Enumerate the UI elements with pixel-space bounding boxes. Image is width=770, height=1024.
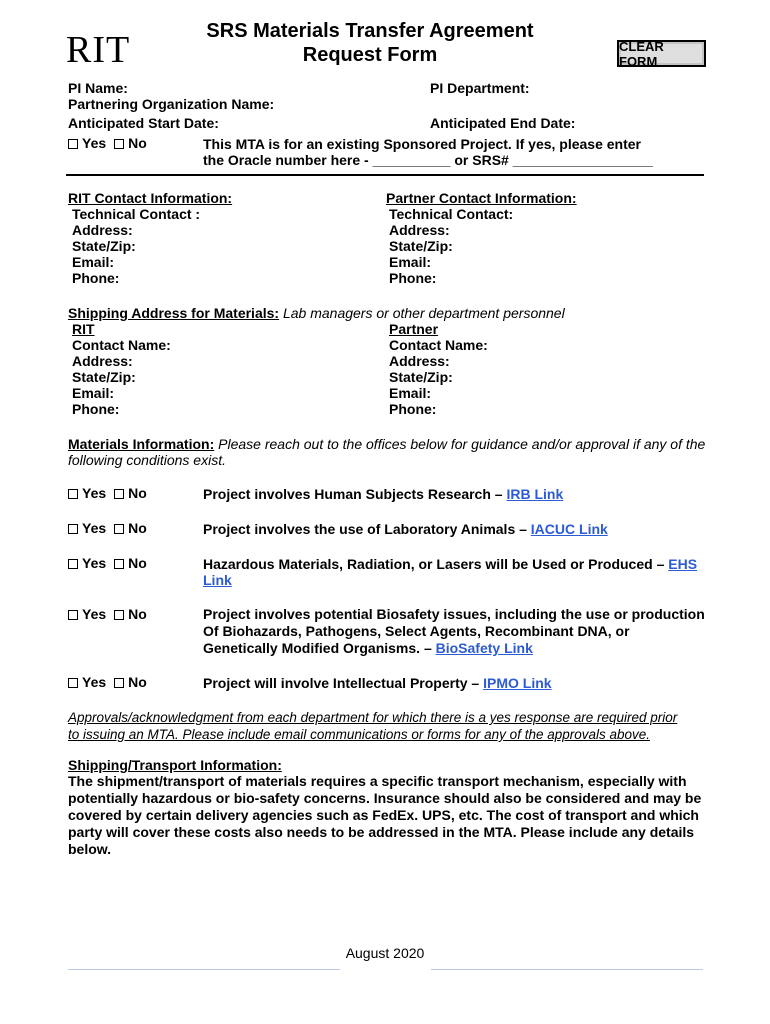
yes-label: Yes — [82, 606, 107, 622]
section-divider — [66, 174, 704, 176]
footer-line-right — [431, 969, 703, 970]
shipping-partner-label: Partner — [389, 321, 439, 337]
irb-yes-checkbox[interactable] — [68, 489, 78, 499]
partner-org-label: Partnering Organization Name: — [68, 96, 275, 112]
shipping-address-heading — [68, 305, 565, 321]
shipping-rit-phone-label: Phone: — [72, 401, 120, 417]
form-title — [180, 19, 560, 67]
iacuc-link[interactable]: IACUC Link — [530, 521, 608, 537]
pi-name-label: PI Name: — [68, 80, 128, 96]
biosafety-line-2: Of Biohazards, Pathogens, Select Agents, Recombinant DNA, or — [203, 623, 630, 639]
shipping-partner-state-zip-label: State/Zip: — [389, 369, 453, 385]
partner-state-zip-label: State/Zip: — [389, 238, 453, 254]
rit-state-zip-label: State/Zip: — [72, 238, 136, 254]
yes-label: Yes — [82, 674, 107, 690]
biosafety-item — [203, 606, 705, 657]
shipping-partner-address-label: Address: — [389, 353, 450, 369]
shipping-rit-state-zip-label: State/Zip: — [72, 369, 136, 385]
irb-yes-no — [68, 485, 147, 501]
irb-no-checkbox[interactable] — [114, 489, 124, 499]
rit-technical-contact-label: Technical Contact : — [72, 206, 201, 222]
hazardous-materials-item — [203, 556, 697, 588]
intellectual-property-text: Project will involve Intellectual Property – — [203, 675, 484, 691]
shipping-address-note: Lab managers or other department personnel — [279, 305, 565, 321]
approvals-line-2: to issuing an MTA. Please include email communications or forms for any of the approvals above. — [68, 727, 651, 742]
no-checkbox[interactable] — [114, 139, 124, 149]
title-line-2: Request Form — [302, 44, 438, 66]
biosafety-no-checkbox[interactable] — [114, 610, 124, 620]
shipping-partner-phone-label: Phone: — [389, 401, 437, 417]
ehs-yes-checkbox[interactable] — [68, 559, 78, 569]
rit-logo: RIT — [66, 29, 131, 71]
biosafety-yes-no — [68, 606, 147, 622]
start-date-label: Anticipated Start Date: — [68, 115, 219, 131]
materials-note-line-1: Please reach out to the offices below for guidance and/or approval if any of the — [214, 436, 706, 452]
materials-heading — [68, 436, 705, 452]
shipping-address-title: Shipping Address for Materials: — [68, 305, 280, 321]
biosafety-link[interactable]: BioSafety Link — [435, 640, 533, 656]
hazardous-materials-text: Hazardous Materials, Radiation, or Lasers will be Used or Produced – — [203, 556, 669, 572]
iacuc-yes-no — [68, 520, 147, 536]
no-label: No — [128, 485, 147, 501]
no-label: No — [128, 135, 147, 151]
existing-project-yes-no — [68, 135, 147, 151]
approvals-line-1: Approvals/acknowledgment from each department for which there is a yes response are required prior — [68, 710, 678, 725]
partner-email-label: Email: — [389, 254, 432, 270]
materials-note-line-2: following conditions exist. — [68, 452, 226, 468]
materials-title: Materials Information: — [68, 436, 215, 452]
transport-line-2: potentially hazardous or bio-safety concerns. Insurance should also be considered and may be — [68, 790, 702, 806]
biosafety-line-3: Genetically Modified Organisms. – — [203, 640, 436, 656]
transport-line-5: below. — [68, 841, 112, 857]
shipping-rit-contact-name-label: Contact Name: — [72, 337, 171, 353]
yes-label: Yes — [82, 485, 107, 501]
shipping-rit-label: RIT — [72, 321, 95, 337]
footer-date: August 2020 — [345, 945, 425, 961]
partner-phone-label: Phone: — [389, 270, 437, 286]
no-label: No — [128, 520, 147, 536]
ehs-yes-no — [68, 555, 147, 571]
no-label: No — [128, 674, 147, 690]
laboratory-animals-item — [203, 521, 608, 537]
clear-form-button[interactable]: CLEAR FORM — [617, 40, 706, 67]
end-date-label: Anticipated End Date: — [430, 115, 576, 131]
iacuc-no-checkbox[interactable] — [114, 524, 124, 534]
yes-label: Yes — [82, 135, 107, 151]
existing-project-text — [203, 136, 653, 168]
biosafety-yes-checkbox[interactable] — [68, 610, 78, 620]
yes-checkbox[interactable] — [68, 139, 78, 149]
shipping-partner-email-label: Email: — [389, 385, 432, 401]
shipping-rit-address-label: Address: — [72, 353, 133, 369]
existing-project-line-2: the Oracle number here - __________ or SRS# __________________ — [203, 152, 653, 168]
footer-line-left — [68, 969, 340, 970]
ipmo-no-checkbox[interactable] — [114, 678, 124, 688]
human-subjects-item — [203, 486, 563, 502]
shipping-rit-fields — [72, 337, 171, 417]
intellectual-property-item — [203, 675, 552, 691]
rit-phone-label: Phone: — [72, 270, 120, 286]
irb-link[interactable]: IRB Link — [506, 486, 564, 502]
human-subjects-text: Project involves Human Subjects Research – — [203, 486, 507, 502]
ipmo-yes-no — [68, 674, 147, 690]
transport-body — [68, 773, 701, 858]
pi-department-label: PI Department: — [430, 80, 530, 96]
transport-line-4: party will cover these costs also needs to be addressed in the MTA. Please include any details — [68, 824, 695, 840]
ehs-link[interactable]: EHS — [668, 556, 698, 572]
partner-contact-fields — [389, 206, 513, 286]
no-label: No — [128, 555, 147, 571]
iacuc-yes-checkbox[interactable] — [68, 524, 78, 534]
yes-label: Yes — [82, 555, 107, 571]
ehs-no-checkbox[interactable] — [114, 559, 124, 569]
rit-email-label: Email: — [72, 254, 115, 270]
transport-line-1: The shipment/transport of materials requires a specific transport mechanism, especially with — [68, 773, 687, 789]
title-line-1: SRS Materials Transfer Agreement — [206, 20, 534, 42]
shipping-rit-email-label: Email: — [72, 385, 115, 401]
partner-technical-contact-label: Technical Contact: — [389, 206, 514, 222]
ehs-link-continued[interactable]: Link — [203, 572, 232, 588]
shipping-partner-fields — [389, 337, 488, 417]
existing-project-line-1: This MTA is for an existing Sponsored Project. If yes, please enter — [203, 136, 641, 152]
partner-contact-heading: Partner Contact Information: — [386, 190, 577, 206]
ipmo-yes-checkbox[interactable] — [68, 678, 78, 688]
approvals-note — [68, 709, 677, 743]
yes-label: Yes — [82, 520, 107, 536]
transport-heading: Shipping/Transport Information: — [68, 757, 282, 773]
rit-contact-heading: RIT Contact Information: — [68, 190, 233, 206]
no-label: No — [128, 606, 147, 622]
biosafety-line-1: Project involves potential Biosafety issues, including the use or production — [203, 606, 705, 622]
ipmo-link[interactable]: IPMO Link — [483, 675, 552, 691]
rit-contact-fields — [72, 206, 200, 286]
partner-address-label: Address: — [389, 222, 450, 238]
rit-address-label: Address: — [72, 222, 133, 238]
transport-line-3: covered by certain delivery agencies such as FedEx. UPS, etc. The cost of transport and which — [68, 807, 699, 823]
shipping-partner-contact-name-label: Contact Name: — [389, 337, 488, 353]
laboratory-animals-text: Project involves the use of Laboratory Animals – — [203, 521, 531, 537]
